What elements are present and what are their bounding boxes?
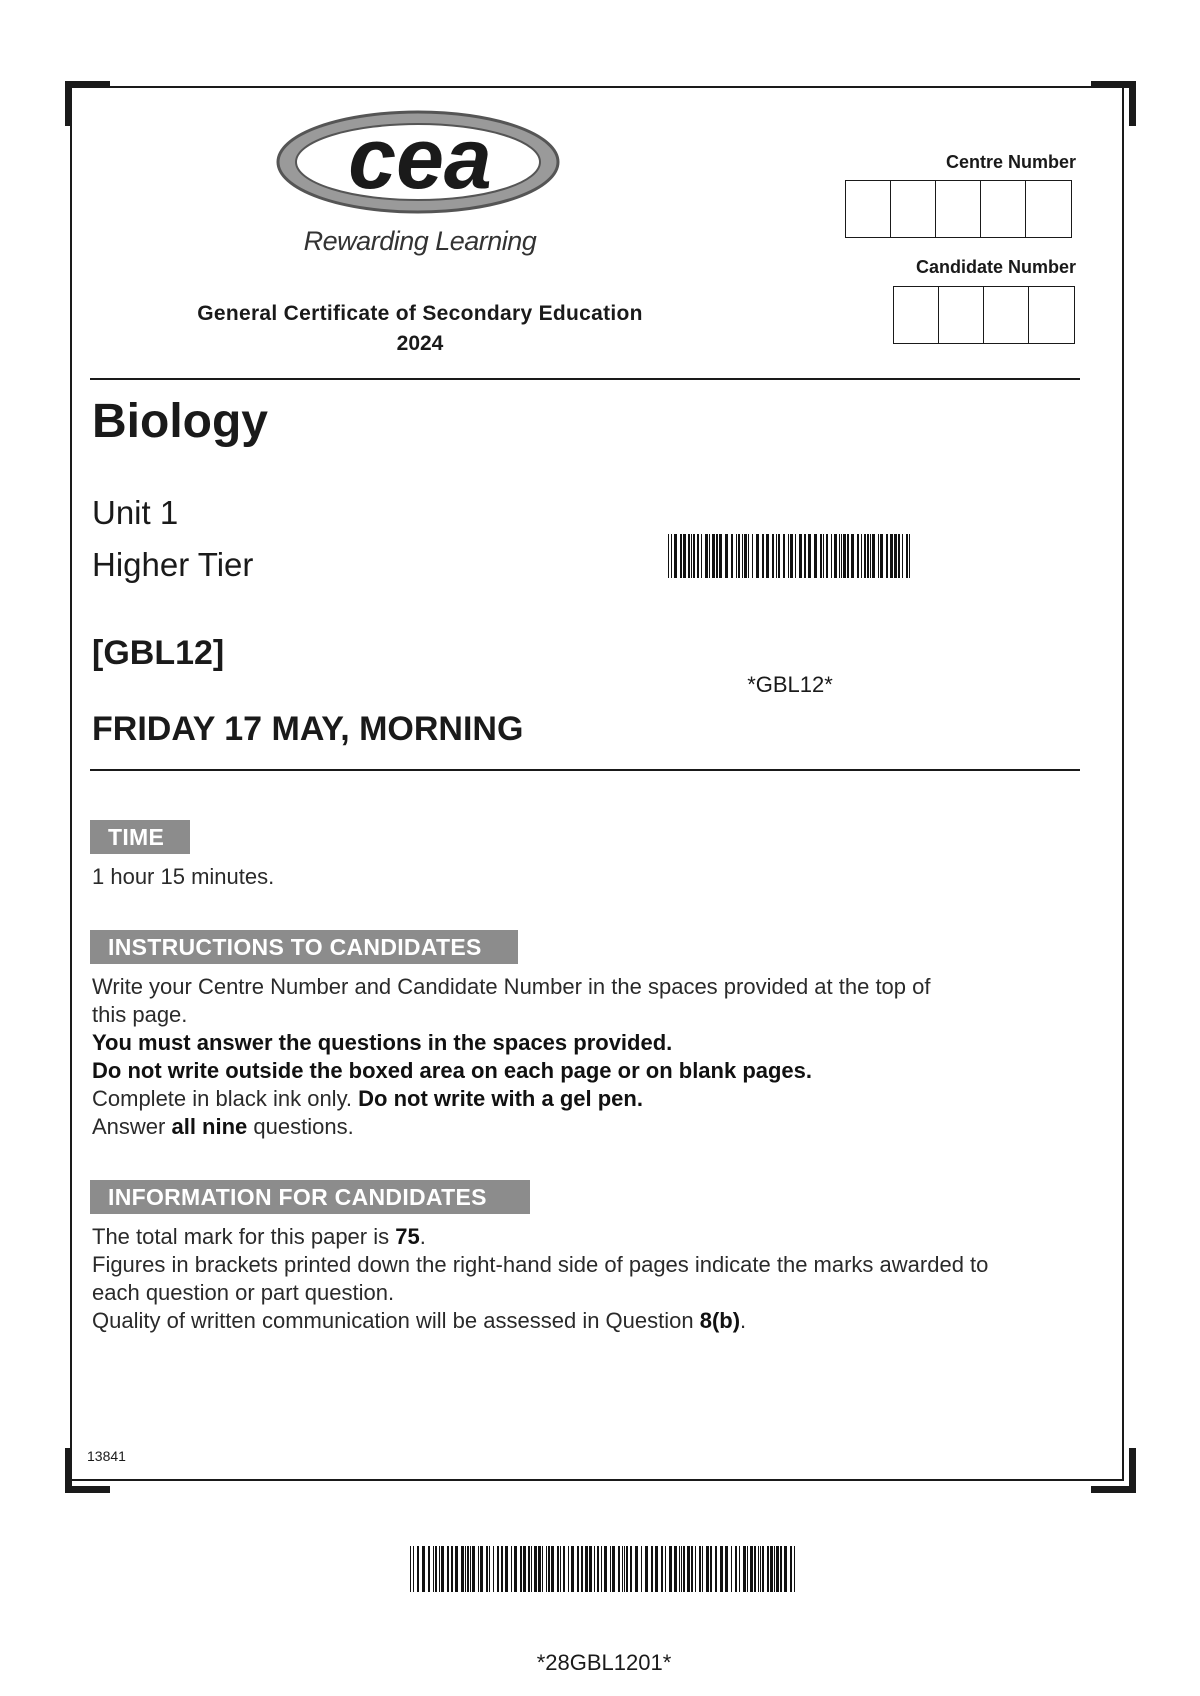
footer-barcode xyxy=(410,1546,798,1592)
barcode-bar xyxy=(878,534,879,578)
barcode-bar xyxy=(568,1546,569,1592)
centre-number-box[interactable] xyxy=(846,181,891,237)
logo-wordmark: cea xyxy=(348,111,492,207)
barcode-bar xyxy=(756,534,759,578)
barcode-bar xyxy=(752,534,753,578)
corner-mark-top-right xyxy=(1091,81,1136,126)
barcode-bar xyxy=(712,534,715,578)
barcode-bar xyxy=(909,534,910,578)
divider-middle xyxy=(90,769,1080,771)
barcode-bar xyxy=(795,534,796,578)
barcode-bar xyxy=(906,534,908,578)
instruction-bold: You must answer the questions in the spaces provided. xyxy=(92,1030,673,1055)
barcode-bar xyxy=(601,1546,602,1592)
barcode-bar xyxy=(780,1546,782,1592)
barcode-bar xyxy=(610,1546,611,1592)
exam-date: FRIDAY 17 MAY, MORNING xyxy=(92,710,524,748)
barcode-bar xyxy=(725,534,728,578)
barcode-bar xyxy=(767,1546,769,1592)
instruction-line xyxy=(92,1114,354,1140)
barcode-bar xyxy=(635,1546,638,1592)
barcode-bar xyxy=(612,1546,615,1592)
barcode-bar xyxy=(794,1546,795,1592)
time-heading: TIME xyxy=(90,820,190,854)
barcode-bar xyxy=(441,1546,444,1592)
qwc-question: 8(b) xyxy=(699,1308,741,1333)
barcode-bar xyxy=(758,1546,759,1592)
barcode-bar xyxy=(439,1546,440,1592)
barcode-bar xyxy=(655,1546,658,1592)
barcode-bar xyxy=(783,534,785,578)
barcode-bar xyxy=(557,1546,559,1592)
barcode-bar xyxy=(501,1546,503,1592)
barcode-bar xyxy=(738,534,740,578)
barcode-bar xyxy=(820,534,822,578)
barcode-bar xyxy=(604,1546,607,1592)
barcode-bar xyxy=(744,534,747,578)
barcode-bar xyxy=(691,534,692,578)
barcode-bar xyxy=(814,534,817,578)
barcode-bar xyxy=(548,1546,550,1592)
information-heading: INFORMATION FOR CANDIDATES xyxy=(90,1180,530,1214)
barcode-bar xyxy=(834,534,837,578)
barcode-bar xyxy=(413,1546,414,1592)
barcode-bar xyxy=(799,534,802,578)
paper-barcode xyxy=(668,534,914,578)
barcode-bar xyxy=(716,534,718,578)
barcode-bar xyxy=(641,1546,642,1592)
information-text: The total mark for this paper is xyxy=(92,1224,396,1249)
barcode-bar xyxy=(514,1546,517,1592)
information-text: Quality of written communication will be assessed in Question xyxy=(92,1308,700,1333)
barcode-bar xyxy=(577,1546,579,1592)
barcode-bar xyxy=(870,534,871,578)
barcode-bar xyxy=(747,1546,748,1592)
barcode-bar xyxy=(674,1546,677,1592)
barcode-bar xyxy=(571,1546,574,1592)
barcode-bar xyxy=(715,1546,717,1592)
barcode-bar xyxy=(841,534,842,578)
barcode-bar xyxy=(861,534,862,578)
barcode-bar xyxy=(691,1546,693,1592)
time-value: 1 hour 15 minutes. xyxy=(92,864,275,889)
barcode-bar xyxy=(520,1546,522,1592)
barcode-bar xyxy=(497,1546,499,1592)
barcode-bar xyxy=(839,534,840,578)
barcode-bar xyxy=(681,1546,682,1592)
barcode-bar xyxy=(864,534,866,578)
barcode-bar xyxy=(890,534,893,578)
centre-number-boxes[interactable] xyxy=(845,180,1072,238)
barcode-bar xyxy=(731,534,733,578)
barcode-bar xyxy=(688,534,690,578)
centre-number-box[interactable] xyxy=(1026,181,1071,237)
barcode-bar xyxy=(589,1546,592,1592)
barcode-bar xyxy=(542,1546,543,1592)
barcode-bar xyxy=(534,1546,537,1592)
barcode-bar xyxy=(683,534,686,578)
centre-number-label: Centre Number xyxy=(945,152,1076,172)
barcode-bar xyxy=(560,1546,561,1592)
barcode-bar xyxy=(710,1546,712,1592)
instruction-line: Write your Centre Number and Candidate Number in the spaces provided at the top of xyxy=(92,974,931,999)
barcode-bar xyxy=(808,534,811,578)
information-text: . xyxy=(740,1308,747,1333)
barcode-bar xyxy=(886,534,888,578)
barcode-bar xyxy=(760,1546,761,1592)
centre-number-box[interactable] xyxy=(891,181,936,237)
barcode-bar xyxy=(447,1546,449,1592)
barcode-bar xyxy=(671,534,672,578)
barcode-bar xyxy=(778,534,780,578)
instruction-line xyxy=(92,1086,643,1112)
barcode-bar xyxy=(528,1546,530,1592)
barcode-bar xyxy=(645,1546,648,1592)
barcode-bar xyxy=(902,534,903,578)
barcode-bar xyxy=(735,1546,737,1592)
barcode-bar xyxy=(523,1546,526,1592)
barcode-bar xyxy=(772,534,774,578)
instructions-heading: INSTRUCTIONS TO CANDIDATES xyxy=(90,930,518,964)
barcode-bar xyxy=(847,534,849,578)
barcode-bar xyxy=(546,1546,547,1592)
barcode-bar xyxy=(622,1546,623,1592)
barcode-bar xyxy=(823,534,824,578)
barcode-bar xyxy=(693,534,695,578)
barcode-bar xyxy=(867,534,869,578)
barcode-bar xyxy=(428,1546,430,1592)
barcode-bar xyxy=(505,1546,508,1592)
candidate-number-box[interactable] xyxy=(894,287,939,343)
barcode-bar xyxy=(585,1546,588,1592)
barcode-bar xyxy=(831,534,832,578)
centre-number-box[interactable] xyxy=(936,181,981,237)
barcode-bar xyxy=(790,534,793,578)
barcode-bar xyxy=(770,1546,773,1592)
barcode-bar xyxy=(898,534,900,578)
information-line xyxy=(92,1308,746,1334)
barcode-bar xyxy=(594,1546,595,1592)
barcode-bar xyxy=(687,1546,690,1592)
barcode-bar xyxy=(435,1546,437,1592)
barcode-bar xyxy=(531,1546,532,1592)
paper-barcode-label: *GBL12* xyxy=(747,672,833,697)
barcode-bar xyxy=(894,534,897,578)
barcode-bar xyxy=(422,1546,425,1592)
paper-code: [GBL12] xyxy=(92,634,225,672)
barcode-bar xyxy=(465,1546,466,1592)
qualification-title: General Certificate of Secondary Education xyxy=(197,302,643,325)
barcode-bar xyxy=(776,1546,779,1592)
barcode-bar xyxy=(736,534,737,578)
barcode-bar xyxy=(699,1546,701,1592)
candidate-number-box[interactable] xyxy=(984,287,1029,343)
instruction-line xyxy=(92,1058,812,1084)
barcode-bar xyxy=(661,1546,663,1592)
barcode-bar xyxy=(725,1546,728,1592)
barcode-bar xyxy=(857,534,859,578)
barcode-bar xyxy=(674,534,677,578)
barcode-bar xyxy=(880,534,883,578)
barcode-bar xyxy=(826,534,828,578)
information-text: . xyxy=(419,1224,426,1249)
barcode-bar xyxy=(511,1546,512,1592)
barcode-bar xyxy=(618,1546,620,1592)
candidate-number-box[interactable] xyxy=(1029,287,1074,343)
instruction-text: Complete in black ink only. xyxy=(92,1086,359,1111)
barcode-bar xyxy=(762,1546,764,1592)
corner-mark-top-left xyxy=(65,81,110,126)
barcode-bar xyxy=(478,1546,479,1592)
divider-top xyxy=(90,378,1080,380)
barcode-bar xyxy=(470,1546,471,1592)
barcode-bar xyxy=(720,1546,723,1592)
information-line: Figures in brackets printed down the right-hand side of pages indicate the marks awarded to xyxy=(92,1252,989,1277)
barcode-bar xyxy=(451,1546,453,1592)
barcode-bar xyxy=(843,534,846,578)
barcode-bar xyxy=(709,534,710,578)
barcode-bar xyxy=(668,534,669,578)
barcode-bar xyxy=(680,534,682,578)
candidate-number-boxes[interactable] xyxy=(893,286,1075,344)
barcode-bar xyxy=(776,534,777,578)
barcode-bar xyxy=(597,1546,599,1592)
barcode-bar xyxy=(706,1546,709,1592)
barcode-bar xyxy=(784,1546,787,1592)
barcode-bar xyxy=(493,1546,494,1592)
barcode-bar xyxy=(790,1546,792,1592)
barcode-bar xyxy=(669,1546,672,1592)
barcode-bar xyxy=(750,1546,753,1592)
barcode-bar xyxy=(705,534,708,578)
barcode-bar xyxy=(472,1546,475,1592)
information-line xyxy=(92,1224,426,1250)
barcode-bar xyxy=(551,1546,554,1592)
barcode-bar xyxy=(461,1546,464,1592)
barcode-bar xyxy=(774,1546,775,1592)
barcode-bar xyxy=(417,1546,419,1592)
barcode-bar xyxy=(630,1546,632,1592)
candidate-number-label: Candidate Number xyxy=(915,257,1076,277)
instruction-line: this page. xyxy=(92,1002,188,1027)
barcode-bar xyxy=(624,1546,625,1592)
instruction-text: questions. xyxy=(247,1114,354,1139)
barcode-bar xyxy=(410,1546,411,1592)
barcode-bar xyxy=(480,1546,483,1592)
instruction-text: Answer xyxy=(92,1114,172,1139)
barcode-bar xyxy=(719,534,722,578)
logo-tagline: Rewarding Learning xyxy=(303,226,537,256)
barcode-bar xyxy=(804,534,806,578)
barcode-bar xyxy=(766,534,769,578)
information-line: each question or part question. xyxy=(92,1280,395,1305)
candidate-number-box[interactable] xyxy=(939,287,984,343)
barcode-bar xyxy=(762,534,764,578)
total-mark: 75 xyxy=(395,1224,420,1249)
barcode-bar xyxy=(626,1546,628,1592)
paper-reference: 13841 xyxy=(87,1448,126,1464)
barcode-bar xyxy=(679,1546,680,1592)
barcode-bar xyxy=(851,534,854,578)
barcode-bar xyxy=(651,1546,653,1592)
barcode-bar xyxy=(683,1546,685,1592)
instruction-bold: all nine xyxy=(171,1114,248,1139)
barcode-bar xyxy=(702,1546,703,1592)
exam-year: 2024 xyxy=(396,332,444,355)
barcode-bar xyxy=(701,534,702,578)
barcode-bar xyxy=(788,534,789,578)
barcode-bar xyxy=(872,534,875,578)
barcode-bar xyxy=(455,1546,458,1592)
barcode-bar xyxy=(743,1546,746,1592)
subject-title: Biology xyxy=(92,395,268,448)
instruction-bold: Do not write outside the boxed area on each page or on blank pages. xyxy=(92,1058,813,1083)
barcode-bar xyxy=(742,534,743,578)
barcode-bar xyxy=(731,1546,732,1592)
instruction-line xyxy=(92,1030,672,1056)
instruction-bold: Do not write with a gel pen. xyxy=(358,1086,643,1111)
barcode-bar xyxy=(665,1546,666,1592)
barcode-bar xyxy=(433,1546,434,1592)
barcode-bar xyxy=(486,1546,488,1592)
barcode-bar xyxy=(563,1546,565,1592)
centre-number-box[interactable] xyxy=(981,181,1026,237)
barcode-bar xyxy=(581,1546,583,1592)
barcode-bar xyxy=(697,534,699,578)
unit-label: Unit 1 xyxy=(92,494,179,531)
footer-barcode-label: *28GBL1201* xyxy=(536,1650,672,1675)
barcode-bar xyxy=(748,534,749,578)
barcode-bar xyxy=(489,1546,490,1592)
barcode-bar xyxy=(695,1546,696,1592)
tier-label: Higher Tier xyxy=(92,546,254,583)
barcode-bar xyxy=(754,1546,756,1592)
corner-mark-bottom-right xyxy=(1091,1448,1136,1493)
barcode-bar xyxy=(467,1546,469,1592)
barcode-bar xyxy=(739,1546,740,1592)
barcode-bar xyxy=(538,1546,541,1592)
